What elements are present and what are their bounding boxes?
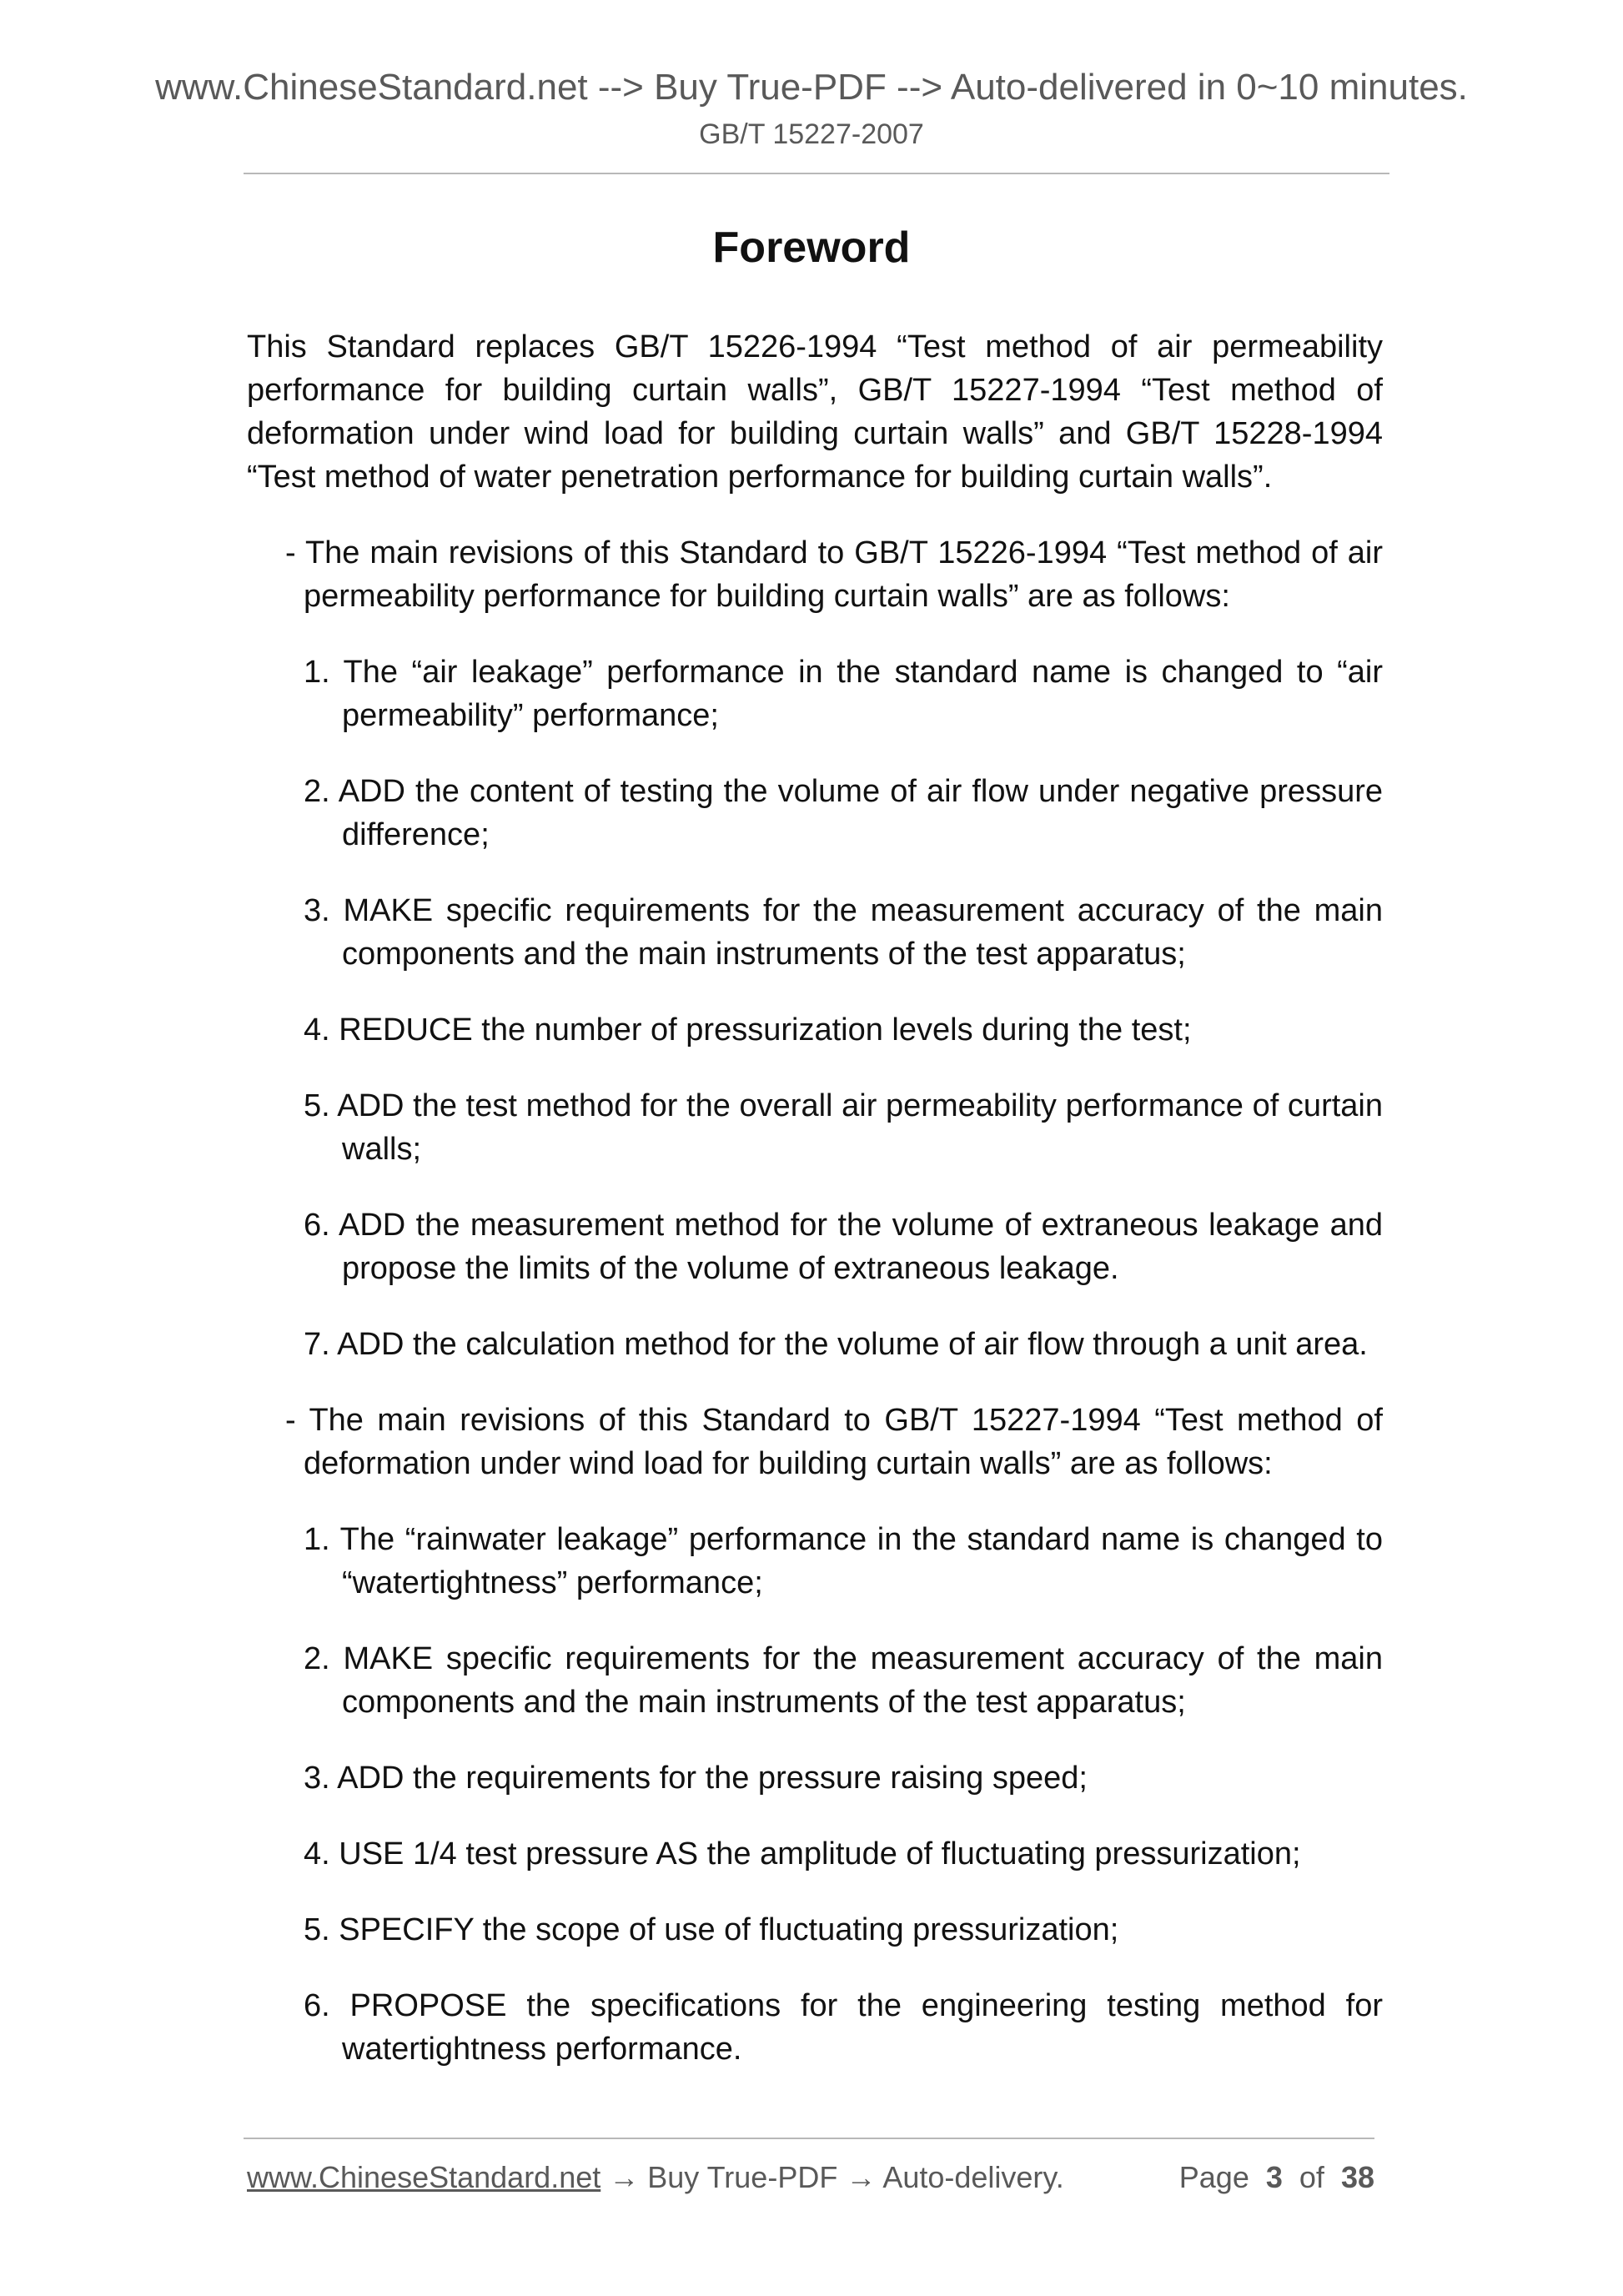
revision-intro-15227: - The main revisions of this Standard to GB/T 15227-1994 “Test method of deformation under wind load for building curtain walls” are as follows:	[285, 1403, 1383, 1481]
revision-intro-15226: - The main revisions of this Standard to GB/T 15226-1994 “Test method of air permeability performance for building curtain walls” are as follows:	[285, 535, 1383, 614]
list-item: 4. REDUCE the number of pressurization levels during the test;	[304, 1012, 1192, 1048]
footer-promo	[247, 2158, 1064, 2197]
list-item: 5. SPECIFY the scope of use of fluctuating pressurization;	[304, 1912, 1119, 1947]
page-indicator	[1084, 2158, 1374, 2197]
page-title: Foreword	[712, 224, 911, 272]
list-item: 5. ADD the test method for the overall air permeability performance of curtain walls;	[304, 1088, 1383, 1167]
header-divider	[244, 173, 1389, 174]
page-total: 38	[1340, 2160, 1374, 2194]
page-label: Page	[1178, 2160, 1249, 2194]
list-item: 3. ADD the requirements for the pressure raising speed;	[304, 1761, 1088, 1796]
list-item: 1. The “air leakage” performance in the standard name is changed to “air permeability” performance;	[304, 655, 1383, 733]
footer-promo-text: → Buy True-PDF → Auto-delivery.	[600, 2160, 1064, 2194]
footer-site-link[interactable]: www.ChineseStandard.net	[247, 2160, 601, 2194]
list-item: 6. PROPOSE the specifications for the engineering testing method for watertightness performance.	[304, 1988, 1383, 2067]
page-number: 3	[1265, 2160, 1283, 2194]
document-body	[247, 325, 1383, 2103]
list-item: 2. MAKE specific requirements for the measurement accuracy of the main components and the main instruments of the test apparatus;	[304, 1641, 1383, 1720]
list-item: 3. MAKE specific requirements for the measurement accuracy of the main components and the main instruments of the test apparatus;	[304, 893, 1383, 972]
list-item: 1. The “rainwater leakage” performance in the standard name is changed to “watertightness” performance;	[304, 1522, 1383, 1600]
footer-divider	[244, 2138, 1374, 2139]
intro-paragraph: This Standard replaces GB/T 15226-1994 “Test method of air permeability performance for building curtain walls”, GB/T 15227-1994 “Test method of deformation under wind load for building curtain walls” and GB/T 15228-1994 “Test method of water penetration performance for building curtain walls”.	[247, 329, 1383, 495]
document-code: GB/T 15227-2007	[699, 118, 924, 150]
list-item: 7. ADD the calculation method for the volume of air flow through a unit area.	[304, 1327, 1368, 1362]
list-item: 6. ADD the measurement method for the volume of extraneous leakage and propose the limits of the volume of extraneous leakage.	[304, 1208, 1383, 1286]
list-item: 4. USE 1/4 test pressure AS the amplitude of fluctuating pressurization;	[304, 1836, 1301, 1871]
of-label: of	[1299, 2160, 1324, 2194]
list-item: 2. ADD the content of testing the volume of air flow under negative pressure difference;	[304, 774, 1383, 852]
header-banner: www.ChineseStandard.net --> Buy True-PDF --> Auto-delivered in 0~10 minutes.	[155, 67, 1468, 108]
